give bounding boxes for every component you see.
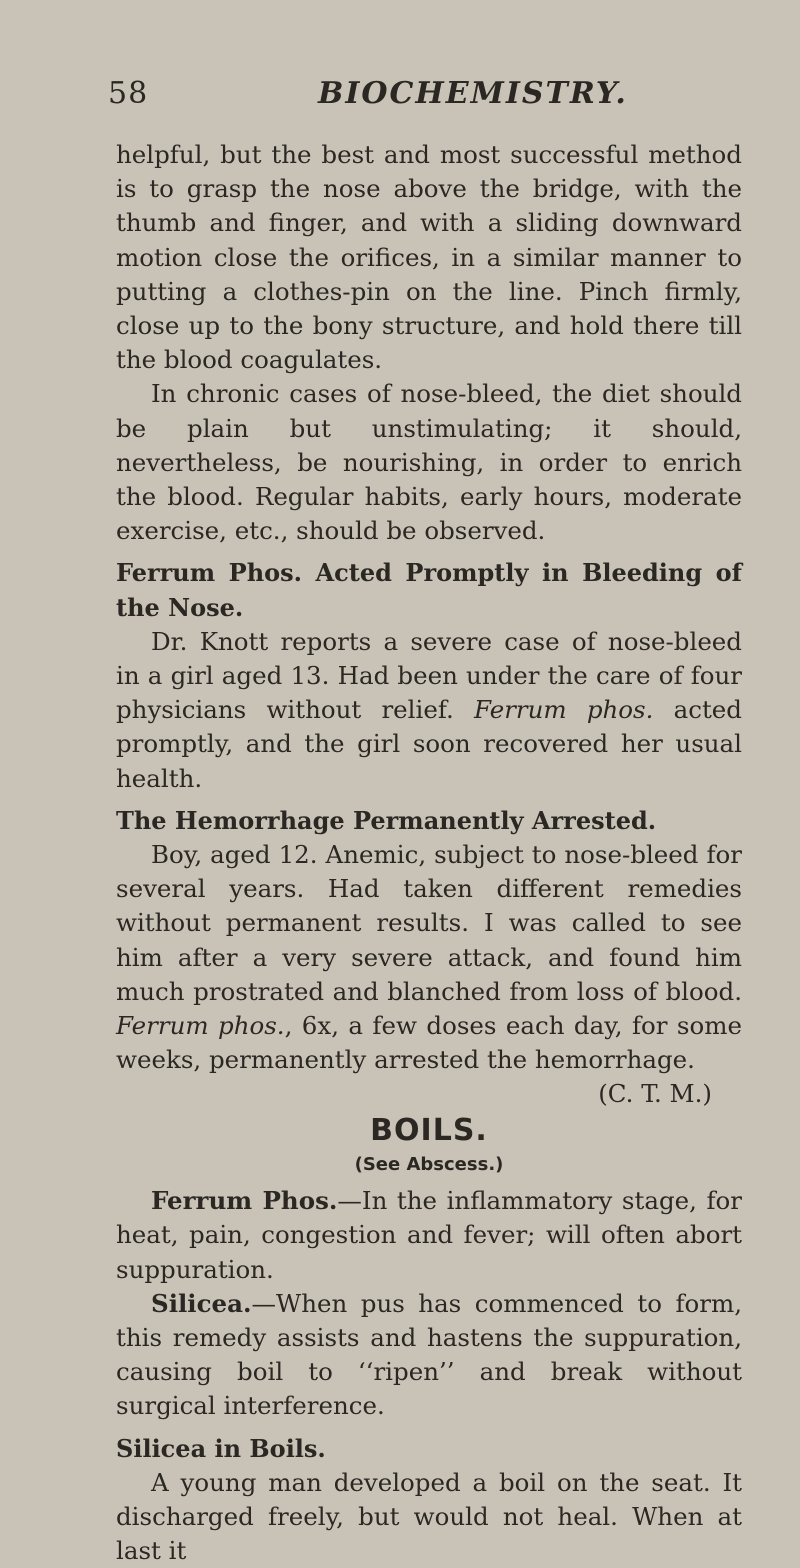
see-also-note: (See Abscess.) [354, 1153, 504, 1175]
page-number: 58 [108, 76, 149, 111]
case-signature: (C. T. M.) [598, 1079, 712, 1109]
case-text-a: Boy, aged 12. Anemic, subject to nose-bleed for several years. Had taken different remedies without permanent results. I was called to see him after a very severe attack, and found him much prostrated and blanched from loss of blood. [116, 840, 742, 1006]
remedy-text: —When pus has commenced to form, this remedy assists and hastens the suppuration, causing boil to ‘‘ripen’’ and break without surgical interference. [116, 1288, 742, 1421]
running-title: BIOCHEMISTRY. [318, 76, 628, 111]
case-text-young-man: A young man developed a boil on the seat. It discharged freely, but would not heal. When at last it [116, 1467, 742, 1566]
case-text-knott [116, 625, 742, 796]
section-title-boils: BOILS. [370, 1112, 488, 1148]
case-text-b: , 6x, a few doses each day, for some weeks, permanently arrested the hemorrhage. [116, 1011, 742, 1075]
case-text-a: Dr. Knott reports a severe case of nose-bleed in a girl aged 13. Had been under the care of four physicians without relief. [116, 626, 742, 725]
case-heading-silicea: Silicea in Boils. [116, 1433, 326, 1463]
paragraph-diet: In chronic cases of nose-bleed, the diet should be plain but unstimulating; it should, nevertheless, be nourishing, in order to enrich the blood. Regular habits, early hours, moderate exercise, etc., should be observed. [116, 379, 742, 546]
case-heading-hemorrhage: The Hemorrhage Permanently Arrested. [116, 805, 657, 835]
remedy-name: Ferrum phos. [474, 695, 654, 725]
remedy-lead: Ferrum Phos. [151, 1186, 338, 1216]
remedy-lead: Silicea. [151, 1288, 252, 1318]
paragraph-continued: helpful, but the best and most successful method is to grasp the nose above the bridge, with the thumb and finger, and with a sliding downward motion close the orifices, in a similar manner to putting a clothes-pin on the line. Pinch firmly, close up to the bony structure, and hold there till the blood coagulates. [116, 140, 742, 375]
case-heading-ferrum: Ferrum Phos. Acted Promptly in Bleeding of the Nose. [116, 558, 742, 622]
case-text-boy [116, 838, 742, 1077]
remedy-silicea [116, 1287, 742, 1424]
remedy-name: Ferrum phos. [116, 1011, 285, 1041]
remedy-ferrum-phos [116, 1184, 742, 1287]
page-body [116, 138, 742, 1568]
page-header [0, 76, 800, 120]
remedy-text: —In the inflammatory stage, for heat, pain, congestion and fever; will often abort suppuration. [116, 1186, 742, 1284]
case-text-b: acted promptly, and the girl soon recovered her usual health. [116, 695, 742, 793]
